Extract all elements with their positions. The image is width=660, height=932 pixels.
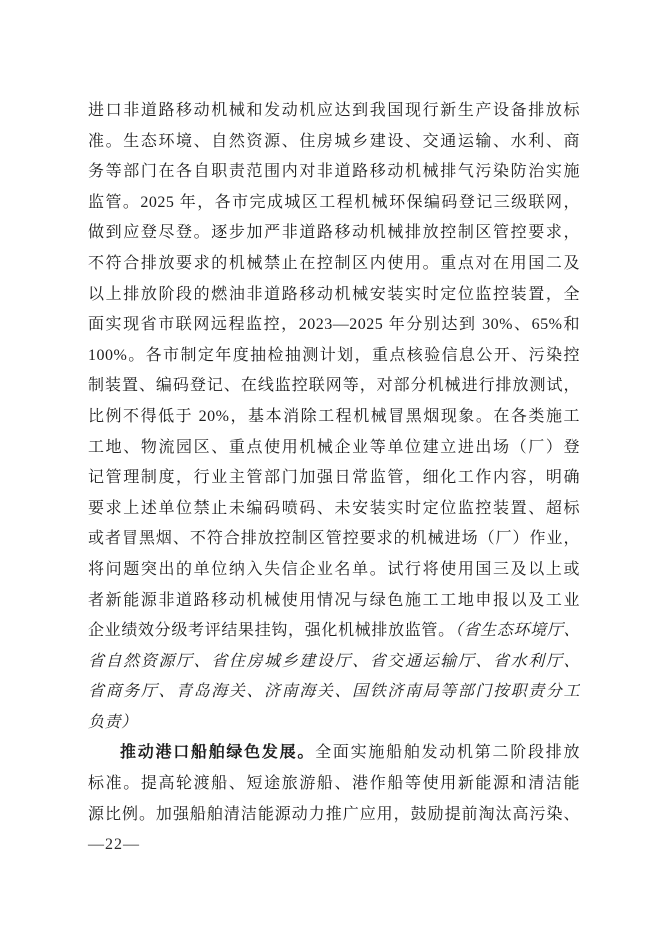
text-line — [88, 127, 580, 158]
text-line — [88, 586, 580, 617]
text-line — [88, 524, 580, 555]
text-segment: 100%。各市制定年度抽检抽测计划，重点核验信息公开、污染控 — [88, 346, 580, 364]
department-attribution: 省自然资源厅、省住房城乡建设厅、省交通运输厅、省水利厅、 — [88, 652, 580, 670]
text-segment: 以上排放阶段的燃油非道路移动机械安装实时定位监控装置，全 — [88, 285, 580, 303]
text-segment: 务等部门在各自职责范围内对非道路移动机械排气污染防治实施 — [88, 163, 580, 181]
department-attribution: （省生态环境厅、 — [454, 622, 580, 640]
text-line — [88, 341, 580, 372]
text-line — [88, 218, 580, 249]
text-line — [88, 555, 580, 586]
text-line — [88, 708, 580, 739]
text-segment: 监管。2025 年，各市完成城区工程机械环保编码登记三级联网， — [88, 193, 580, 211]
text-line — [88, 188, 580, 219]
text-segment: 做到应登尽登。逐步加严非道路移动机械排放控制区管控要求， — [88, 224, 580, 242]
text-line — [88, 463, 580, 494]
text-segment: 制装置、编码登记、在线监控联网等，对部分机械进行排放测试， — [88, 377, 580, 395]
text-segment: 企业绩效分级考评结果挂钩，强化机械排放监管。 — [88, 622, 455, 640]
department-attribution: 负责） — [88, 713, 138, 731]
text-line — [88, 738, 580, 769]
text-line — [88, 494, 580, 525]
text-segment: 源比例。加强船舶清洁能源动力推广应用，鼓励提前淘汰高污染、 — [88, 805, 580, 823]
text-line — [88, 800, 580, 831]
text-segment: 不符合排放要求的机械禁止在控制区内使用。重点对在用国二及 — [88, 254, 580, 272]
text-line — [88, 280, 580, 311]
text-segment: 记管理制度，行业主管部门加强日常监管，细化工作内容，明确 — [88, 469, 580, 487]
text-line — [88, 433, 580, 464]
text-segment: 准。生态环境、自然资源、住房城乡建设、交通运输、水利、商 — [88, 132, 580, 150]
text-segment: 进口非道路移动机械和发动机应达到我国现行新生产设备排放标 — [88, 102, 580, 119]
text-line — [88, 769, 580, 800]
department-attribution: 省商务厅、青岛海关、济南海关、国铁济南局等部门按职责分工 — [88, 683, 580, 701]
text-line — [88, 371, 580, 402]
text-line — [88, 616, 580, 647]
paragraph-lead: 推动港口船舶绿色发展。 — [120, 744, 316, 762]
text-line — [88, 249, 580, 280]
text-line — [88, 402, 580, 433]
text-segment: 或者冒黑烟、不符合排放控制区管控要求的机械进场（厂）作业， — [88, 530, 580, 548]
document-body — [88, 96, 580, 830]
text-segment: 要求上述单位禁止未编码喷码、未安装实时定位监控装置、超标 — [88, 499, 580, 517]
text-segment: 者新能源非道路移动机械使用情况与绿色施工工地申报以及工业 — [88, 591, 580, 609]
text-line — [88, 647, 580, 678]
text-segment: 标准。提高轮渡船、短途旅游船、港作船等使用新能源和清洁能 — [88, 775, 580, 793]
text-line — [88, 310, 580, 341]
text-line — [88, 157, 580, 188]
text-segment: 将问题突出的单位纳入失信企业名单。试行将使用国三及以上或 — [88, 560, 580, 578]
text-segment: 全面实施船舶发动机第二阶段排放 — [315, 744, 580, 762]
page-number: —22— — [88, 836, 140, 853]
text-segment: 比例不得低于 20%，基本消除工程机械冒黑烟现象。在各类施工 — [88, 407, 580, 425]
text-segment: 工地、物流园区、重点使用机械企业等单位建立进出场（厂）登 — [88, 438, 580, 456]
text-line — [88, 96, 580, 127]
text-line — [88, 677, 580, 708]
text-segment: 面实现省市联网远程监控，2023—2025 年分别达到 30%、65%和 — [88, 316, 580, 334]
